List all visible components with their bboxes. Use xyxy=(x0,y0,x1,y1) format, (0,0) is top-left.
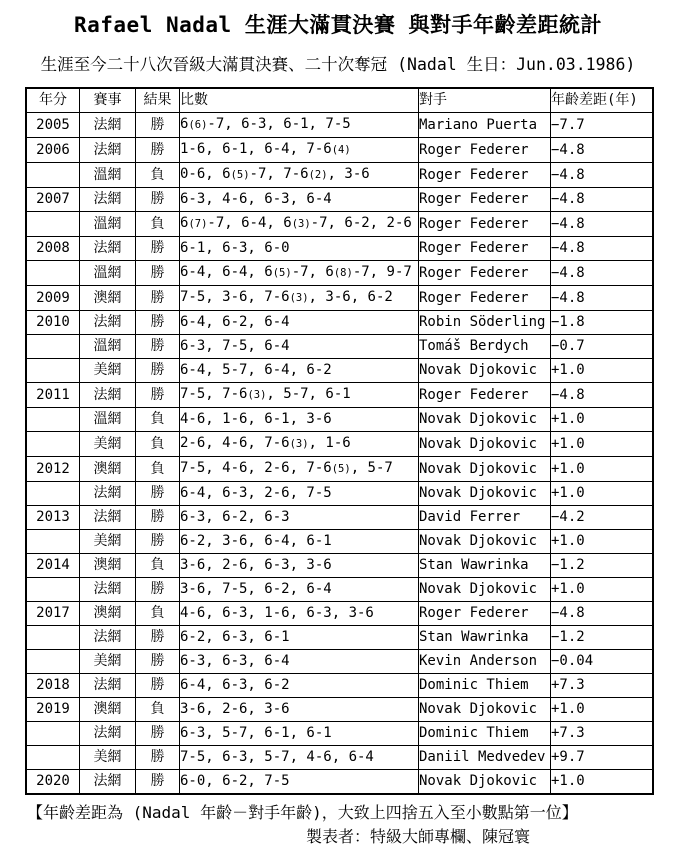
cell-year xyxy=(26,650,80,674)
cell-year xyxy=(26,261,80,286)
cell-age-diff: −1.2 xyxy=(551,626,654,650)
cell-event: 澳網 xyxy=(80,554,136,578)
cell-result: 負 xyxy=(136,554,180,578)
cell-result: 勝 xyxy=(136,578,180,602)
column-header-age-diff: 年齡差距(年) xyxy=(551,88,654,113)
table-row xyxy=(26,578,653,602)
cell-age-diff: +1.0 xyxy=(551,408,654,432)
column-header-opponent: 對手 xyxy=(419,88,551,113)
cell-event: 法網 xyxy=(80,722,136,746)
cell-score: 3-6, 2-6, 3-6 xyxy=(180,698,419,722)
cell-year: 2006 xyxy=(26,138,80,163)
table-row xyxy=(26,335,653,359)
cell-opponent: Robin Söderling xyxy=(419,311,551,335)
cell-age-diff: −4.8 xyxy=(551,261,654,286)
cell-opponent: Daniil Medvedev xyxy=(419,746,551,770)
cell-age-diff: +7.3 xyxy=(551,674,654,698)
cell-opponent: Tomáš Berdych xyxy=(419,335,551,359)
cell-result: 勝 xyxy=(136,482,180,506)
table-row xyxy=(26,650,653,674)
table-body xyxy=(26,113,653,795)
cell-year: 2009 xyxy=(26,286,80,311)
cell-year: 2017 xyxy=(26,602,80,626)
cell-opponent: Mariano Puerta xyxy=(419,113,551,138)
table-row xyxy=(26,212,653,237)
cell-opponent: Novak Djokovic xyxy=(419,359,551,383)
cell-opponent: Kevin Anderson xyxy=(419,650,551,674)
cell-score: 6-3, 6-2, 6-3 xyxy=(180,506,419,530)
cell-opponent: Novak Djokovic xyxy=(419,698,551,722)
cell-year xyxy=(26,626,80,650)
table-row xyxy=(26,237,653,261)
cell-score: 6-0, 6-2, 7-5 xyxy=(180,770,419,795)
cell-age-diff: +1.0 xyxy=(551,698,654,722)
cell-age-diff: −4.8 xyxy=(551,138,654,163)
table-row xyxy=(26,554,653,578)
cell-score: 3-6, 7-5, 6-2, 6-4 xyxy=(180,578,419,602)
cell-result: 勝 xyxy=(136,674,180,698)
cell-score: 7-5, 3-6, 7-6(3), 3-6, 6-2 xyxy=(180,286,419,311)
subtitle: 生涯至今二十八次晉級大滿貫決賽、二十次奪冠 (Nadal 生日：Jun.03.1986) xyxy=(40,55,636,74)
table-row xyxy=(26,383,653,408)
cell-opponent: Roger Federer xyxy=(419,383,551,408)
cell-score: 3-6, 2-6, 6-3, 3-6 xyxy=(180,554,419,578)
cell-result: 勝 xyxy=(136,311,180,335)
cell-opponent: Roger Federer xyxy=(419,188,551,212)
cell-result: 勝 xyxy=(136,286,180,311)
cell-score: 0-6, 6(5)-7, 7-6(2), 3-6 xyxy=(180,163,419,188)
cell-event: 法網 xyxy=(80,113,136,138)
cell-event: 美網 xyxy=(80,359,136,383)
cell-event: 溫網 xyxy=(80,261,136,286)
table-row xyxy=(26,482,653,506)
cell-event: 美網 xyxy=(80,530,136,554)
cell-year: 2011 xyxy=(26,383,80,408)
table-row xyxy=(26,530,653,554)
cell-opponent: Roger Federer xyxy=(419,212,551,237)
cell-score: 6-4, 5-7, 6-4, 6-2 xyxy=(180,359,419,383)
cell-age-diff: −7.7 xyxy=(551,113,654,138)
cell-opponent: Roger Federer xyxy=(419,138,551,163)
cell-result: 勝 xyxy=(136,530,180,554)
table-row xyxy=(26,770,653,795)
cell-age-diff: −1.8 xyxy=(551,311,654,335)
cell-opponent: Roger Federer xyxy=(419,286,551,311)
cell-age-diff: −4.8 xyxy=(551,188,654,212)
table-row xyxy=(26,286,653,311)
cell-result: 負 xyxy=(136,602,180,626)
table-row xyxy=(26,602,653,626)
cell-event: 美網 xyxy=(80,746,136,770)
cell-event: 溫網 xyxy=(80,335,136,359)
cell-age-diff: −4.8 xyxy=(551,163,654,188)
cell-age-diff: +1.0 xyxy=(551,482,654,506)
cell-opponent: Novak Djokovic xyxy=(419,578,551,602)
cell-score: 6-3, 7-5, 6-4 xyxy=(180,335,419,359)
footnote: 【年齡差距為 (Nadal 年齡－對手年齡)，大致上四捨五入至小數點第一位】 xyxy=(27,803,578,822)
cell-age-diff: −4.8 xyxy=(551,602,654,626)
cell-score: 6-3, 5-7, 6-1, 6-1 xyxy=(180,722,419,746)
column-header-event: 賽事 xyxy=(80,88,136,113)
cell-result: 負 xyxy=(136,432,180,457)
cell-opponent: Novak Djokovic xyxy=(419,482,551,506)
cell-year: 2007 xyxy=(26,188,80,212)
cell-result: 負 xyxy=(136,212,180,237)
cell-year: 2018 xyxy=(26,674,80,698)
cell-opponent: Roger Federer xyxy=(419,163,551,188)
cell-year: 2012 xyxy=(26,457,80,482)
table-row xyxy=(26,506,653,530)
cell-result: 勝 xyxy=(136,650,180,674)
cell-result: 勝 xyxy=(136,261,180,286)
cell-score: 7-5, 7-6(3), 5-7, 6-1 xyxy=(180,383,419,408)
cell-year xyxy=(26,530,80,554)
cell-opponent: Novak Djokovic xyxy=(419,530,551,554)
cell-opponent: Roger Federer xyxy=(419,602,551,626)
cell-result: 負 xyxy=(136,408,180,432)
cell-year xyxy=(26,335,80,359)
table-row xyxy=(26,311,653,335)
cell-year xyxy=(26,359,80,383)
cell-year xyxy=(26,163,80,188)
cell-age-diff: −0.7 xyxy=(551,335,654,359)
cell-event: 法網 xyxy=(80,138,136,163)
cell-result: 勝 xyxy=(136,188,180,212)
cell-event: 法網 xyxy=(80,383,136,408)
cell-score: 6(7)-7, 6-4, 6(3)-7, 6-2, 2-6 xyxy=(180,212,419,237)
cell-event: 法網 xyxy=(80,626,136,650)
table-row xyxy=(26,408,653,432)
cell-year: 2005 xyxy=(26,113,80,138)
cell-age-diff: +7.3 xyxy=(551,722,654,746)
cell-opponent: Novak Djokovic xyxy=(419,432,551,457)
cell-result: 勝 xyxy=(136,359,180,383)
cell-result: 負 xyxy=(136,163,180,188)
table-row xyxy=(26,188,653,212)
cell-year xyxy=(26,212,80,237)
table-row xyxy=(26,432,653,457)
cell-event: 法網 xyxy=(80,578,136,602)
cell-result: 勝 xyxy=(136,626,180,650)
cell-opponent: Novak Djokovic xyxy=(419,408,551,432)
cell-result: 負 xyxy=(136,698,180,722)
cell-result: 勝 xyxy=(136,770,180,795)
cell-age-diff: −4.8 xyxy=(551,286,654,311)
cell-score: 1-6, 6-1, 6-4, 7-6(4) xyxy=(180,138,419,163)
cell-score: 6-3, 4-6, 6-3, 6-4 xyxy=(180,188,419,212)
cell-score: 4-6, 6-3, 1-6, 6-3, 3-6 xyxy=(180,602,419,626)
cell-year: 2014 xyxy=(26,554,80,578)
cell-score: 6-2, 6-3, 6-1 xyxy=(180,626,419,650)
cell-opponent: Dominic Thiem xyxy=(419,674,551,698)
cell-age-diff: +9.7 xyxy=(551,746,654,770)
cell-score: 2-6, 4-6, 7-6(3), 1-6 xyxy=(180,432,419,457)
cell-event: 法網 xyxy=(80,311,136,335)
cell-result: 勝 xyxy=(136,383,180,408)
cell-event: 溫網 xyxy=(80,212,136,237)
cell-event: 美網 xyxy=(80,432,136,457)
cell-score: 4-6, 1-6, 6-1, 3-6 xyxy=(180,408,419,432)
cell-result: 勝 xyxy=(136,113,180,138)
table-row xyxy=(26,163,653,188)
cell-age-diff: −4.2 xyxy=(551,506,654,530)
cell-event: 溫網 xyxy=(80,163,136,188)
cell-year xyxy=(26,722,80,746)
cell-age-diff: −4.8 xyxy=(551,212,654,237)
cell-opponent: Stan Wawrinka xyxy=(419,626,551,650)
cell-result: 勝 xyxy=(136,138,180,163)
cell-event: 澳網 xyxy=(80,286,136,311)
table-row xyxy=(26,746,653,770)
cell-result: 勝 xyxy=(136,335,180,359)
table-row xyxy=(26,113,653,138)
cell-year xyxy=(26,746,80,770)
cell-score: 6-1, 6-3, 6-0 xyxy=(180,237,419,261)
cell-event: 澳網 xyxy=(80,457,136,482)
cell-score: 7-5, 6-3, 5-7, 4-6, 6-4 xyxy=(180,746,419,770)
cell-year xyxy=(26,432,80,457)
header-row xyxy=(26,88,653,113)
cell-age-diff: −1.2 xyxy=(551,554,654,578)
cell-score: 6-4, 6-2, 6-4 xyxy=(180,311,419,335)
cell-result: 勝 xyxy=(136,237,180,261)
cell-event: 澳網 xyxy=(80,602,136,626)
cell-age-diff: +1.0 xyxy=(551,457,654,482)
cell-age-diff: −4.8 xyxy=(551,237,654,261)
cell-opponent: Dominic Thiem xyxy=(419,722,551,746)
credit-line: 製表者：特級大師專欄、陳冠寰 xyxy=(305,827,530,845)
cell-year: 2019 xyxy=(26,698,80,722)
cell-score: 6-3, 6-3, 6-4 xyxy=(180,650,419,674)
table-row xyxy=(26,722,653,746)
cell-score: 6-4, 6-3, 6-2 xyxy=(180,674,419,698)
page-title: Rafael Nadal 生涯大滿貫決賽 與對手年齡差距統計 xyxy=(73,13,602,37)
table-row xyxy=(26,359,653,383)
cell-year: 2010 xyxy=(26,311,80,335)
table-row xyxy=(26,261,653,286)
cell-event: 澳網 xyxy=(80,698,136,722)
cell-event: 法網 xyxy=(80,674,136,698)
cell-score: 6-2, 3-6, 6-4, 6-1 xyxy=(180,530,419,554)
cell-score: 7-5, 4-6, 2-6, 7-6(5), 5-7 xyxy=(180,457,419,482)
cell-age-diff: +1.0 xyxy=(551,578,654,602)
cell-age-diff: +1.0 xyxy=(551,359,654,383)
cell-result: 勝 xyxy=(136,722,180,746)
cell-opponent: Novak Djokovic xyxy=(419,770,551,795)
cell-year: 2013 xyxy=(26,506,80,530)
cell-year xyxy=(26,578,80,602)
cell-year xyxy=(26,408,80,432)
cell-year xyxy=(26,482,80,506)
cell-score: 6-4, 6-4, 6(5)-7, 6(8)-7, 9-7 xyxy=(180,261,419,286)
cell-opponent: David Ferrer xyxy=(419,506,551,530)
cell-age-diff: +1.0 xyxy=(551,530,654,554)
cell-opponent: Stan Wawrinka xyxy=(419,554,551,578)
table-row xyxy=(26,698,653,722)
table-row xyxy=(26,138,653,163)
column-header-score: 比數 xyxy=(180,88,419,113)
cell-year: 2020 xyxy=(26,770,80,795)
cell-opponent: Roger Federer xyxy=(419,261,551,286)
cell-result: 勝 xyxy=(136,746,180,770)
cell-opponent: Novak Djokovic xyxy=(419,457,551,482)
cell-event: 溫網 xyxy=(80,408,136,432)
cell-event: 法網 xyxy=(80,237,136,261)
cell-result: 負 xyxy=(136,457,180,482)
column-header-year: 年分 xyxy=(26,88,80,113)
cell-age-diff: −0.04 xyxy=(551,650,654,674)
cell-year: 2008 xyxy=(26,237,80,261)
table-row xyxy=(26,457,653,482)
cell-event: 美網 xyxy=(80,650,136,674)
cell-age-diff: +1.0 xyxy=(551,770,654,795)
cell-score: 6-4, 6-3, 2-6, 7-5 xyxy=(180,482,419,506)
column-header-result: 結果 xyxy=(136,88,180,113)
cell-event: 法網 xyxy=(80,506,136,530)
cell-age-diff: +1.0 xyxy=(551,432,654,457)
table-row xyxy=(26,674,653,698)
cell-score: 6(6)-7, 6-3, 6-1, 7-5 xyxy=(180,113,419,138)
cell-event: 法網 xyxy=(80,482,136,506)
table-row xyxy=(26,626,653,650)
cell-age-diff: −4.8 xyxy=(551,383,654,408)
cell-result: 勝 xyxy=(136,506,180,530)
table-header xyxy=(26,88,653,113)
grand-slam-finals-table xyxy=(25,87,654,795)
cell-event: 法網 xyxy=(80,770,136,795)
cell-opponent: Roger Federer xyxy=(419,237,551,261)
cell-event: 法網 xyxy=(80,188,136,212)
